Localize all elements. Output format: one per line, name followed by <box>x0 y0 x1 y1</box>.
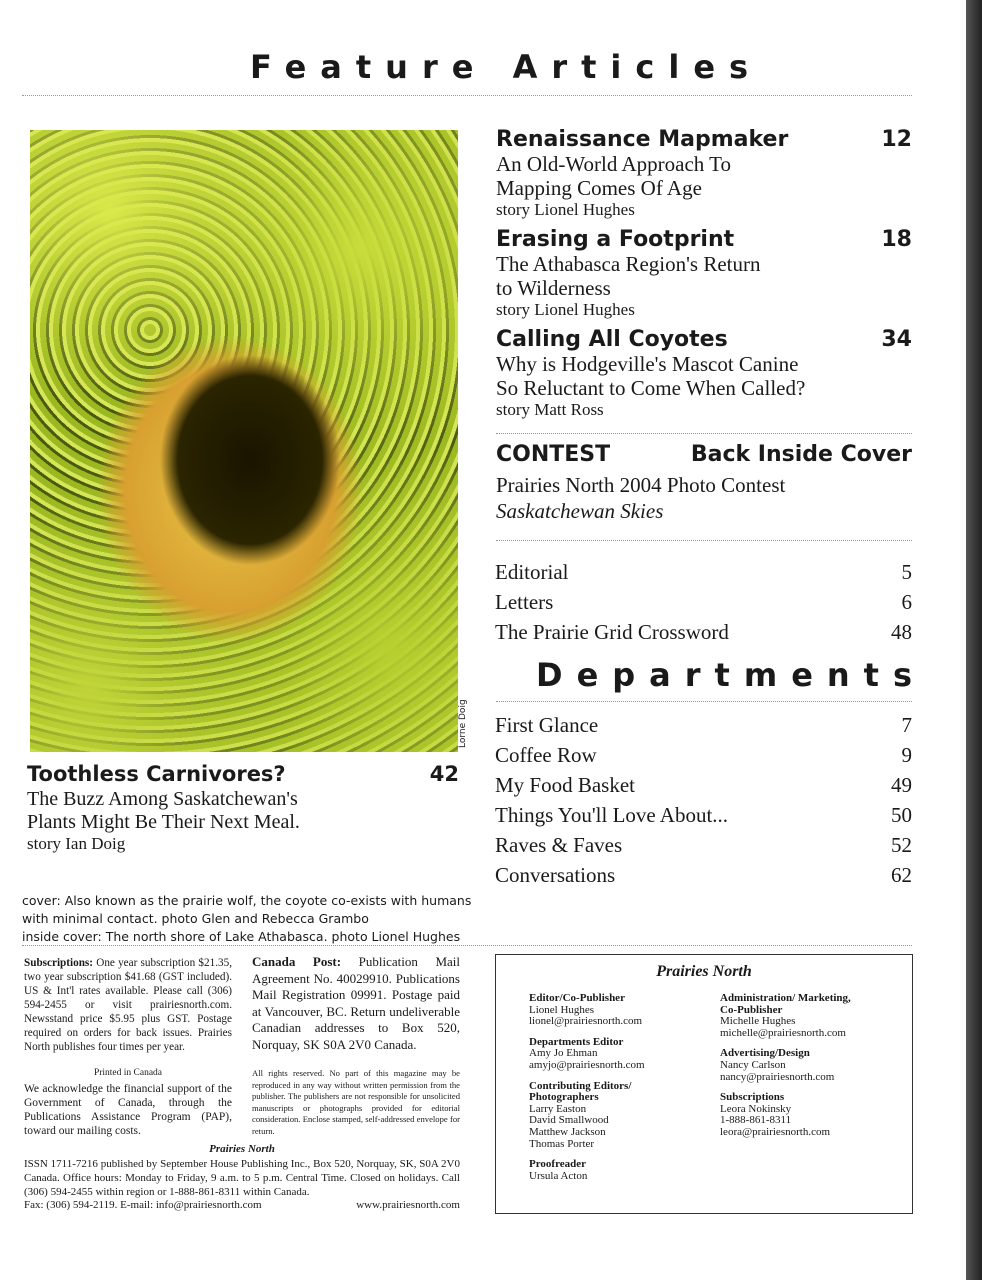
cover-story-photo <box>30 130 458 752</box>
cover-story[interactable] <box>27 762 459 854</box>
toc-row[interactable] <box>495 773 912 803</box>
article-subtitle: to Wilderness <box>496 276 611 300</box>
article-byline: story Lionel Hughes <box>496 300 635 319</box>
toc-page: 9 <box>901 743 912 767</box>
article-subtitle: So Reluctant to Come When Called? <box>496 376 806 400</box>
staff-name: Matthew Jackson <box>529 1125 606 1138</box>
role: Proofreader <box>529 1158 587 1171</box>
departments-list <box>495 713 912 893</box>
article-entry[interactable] <box>496 227 912 320</box>
article-headline: Calling All Coyotes <box>496 327 728 352</box>
staff-email[interactable]: nancy@prairiesnorth.com <box>720 1070 835 1083</box>
toc-page: 52 <box>891 833 912 857</box>
toc-label: Raves & Faves <box>495 833 623 857</box>
staff-phone: 1-888-861-8311 <box>720 1114 792 1127</box>
toc-row[interactable] <box>495 713 912 743</box>
story-page: 42 <box>429 762 459 786</box>
article-entry[interactable] <box>496 327 912 420</box>
story-byline: story Ian Doig <box>27 834 126 853</box>
acknowledgement: We acknowledge the financial support of the Government of Canada, through the Publications Assistance Program (PAP), toward our mailing costs. <box>24 1083 232 1137</box>
divider <box>22 95 912 96</box>
role: Subscriptions <box>720 1091 785 1104</box>
departments-title: Departments <box>536 656 927 694</box>
role: Advertising/Design <box>720 1047 810 1060</box>
toc-page: 5 <box>901 560 912 584</box>
article-page: 34 <box>881 327 912 352</box>
canada-post-label: Canada Post: <box>252 954 342 969</box>
issn-info: ISSN 1711-7216 published by September House Publishing Inc., Box 520, Norquay, SK, S0A 2V0 Canada. Office hours: Monday to Friday, 9 a.m. to 5 p.m. Central Time. Closed on holidays. Call (306) 594-2455 within region or 1-888-861-8311 within Canada. <box>24 1158 460 1198</box>
article-page: 12 <box>881 127 912 152</box>
photo-credit: Lorne Doig <box>458 699 468 748</box>
staff-name: Leora Nokinsky <box>720 1102 792 1115</box>
role: Administration/ Marketing, Co-Publisher <box>720 992 851 1016</box>
staff-email[interactable]: lionel@prairiesnorth.com <box>529 1015 643 1028</box>
article-headline: Erasing a Footprint <box>496 227 735 252</box>
role: Departments Editor <box>529 1035 624 1048</box>
divider <box>496 540 912 541</box>
cover-notes <box>22 892 471 946</box>
toc-label: Editorial <box>495 560 569 584</box>
website-link[interactable]: www.prairiesnorth.com <box>356 1199 460 1211</box>
article-entry[interactable] <box>496 127 912 220</box>
toc-label: Letters <box>495 590 554 614</box>
staff-name: Amy Jo Ehman <box>529 1047 598 1060</box>
masthead-box <box>495 954 913 1214</box>
contest-entry[interactable] <box>496 442 912 523</box>
toc-row[interactable] <box>495 833 912 863</box>
divider <box>496 701 912 702</box>
toc-label: Things You'll Love About... <box>495 803 729 827</box>
article-page: 18 <box>881 227 912 252</box>
toc-page: 49 <box>891 773 912 797</box>
contest-title: Prairies North 2004 Photo Contest <box>496 473 786 497</box>
staff-email[interactable]: leora@prairiesnorth.com <box>720 1125 831 1138</box>
toc-label: My Food Basket <box>495 773 636 797</box>
page-title: Feature Articles <box>250 48 763 86</box>
printed-in-canada: Printed in Canada <box>93 1068 163 1078</box>
staff-name: Larry Easton <box>529 1102 587 1115</box>
masthead-title: Prairies North <box>656 963 752 980</box>
rights-notice: All rights reserved. No part of this magazine may be reproduced in any way without written permission from the publisher. The publishers are not responsible for unsolicited manuscripts or photographs provided for editorial consideration. Enclose stamped, self-addressed envelope for return. <box>252 1068 460 1136</box>
toc-row[interactable] <box>495 560 912 590</box>
toc-row[interactable] <box>495 590 912 620</box>
masthead-left <box>529 993 709 1191</box>
fax-email: Fax: (306) 594-2119. E-mail: info@prairiesnorth.com <box>24 1199 262 1211</box>
staff-name: Ursula Acton <box>529 1169 588 1182</box>
staff-name: Nancy Carlson <box>720 1058 786 1071</box>
toc-row[interactable] <box>495 863 912 893</box>
toc-label: Conversations <box>495 863 616 887</box>
toc-page: 62 <box>891 863 912 887</box>
toc-page: 48 <box>891 620 912 644</box>
article-byline: story Lionel Hughes <box>496 200 635 219</box>
story-subtitle: The Buzz Among Saskatchewan's <box>27 788 298 810</box>
staff-email[interactable]: amyjo@prairiesnorth.com <box>529 1058 645 1071</box>
toc-row[interactable] <box>495 620 912 650</box>
canada-post-text: Publication Mail Agreement No. 40029910. Publications Mail Registration 09991. Postage paid at Vancouver, BC. Return undeliverable Canadian addresses to Box 520, Norquay, SK S0A 2V0 Canada. <box>252 954 460 1052</box>
toc-label: The Prairie Grid Crossword <box>495 620 729 644</box>
role: Contributing Editors/ Photographers <box>529 1079 632 1104</box>
cover-note: cover: Also known as the prairie wolf, the coyote co-exists with humans <box>22 893 472 908</box>
subscriptions-text: One year subscription $21.35, two year subscription $41.68 (GST included). US & Int'l rates available. Please call (306) 594-2455 or visit prairiesnorth.com. Newsstand price $5.95 plus GST. Postage required on orders for back issues. Prairies North publishes four times per year. <box>24 957 232 1053</box>
divider <box>496 433 912 434</box>
regulars-list <box>495 560 912 650</box>
subscriptions-label: Subscriptions: <box>24 957 94 969</box>
article-subtitle: Mapping Comes Of Age <box>496 176 702 200</box>
article-byline: story Matt Ross <box>496 400 604 419</box>
cover-note: with minimal contact. photo Glen and Rebecca Grambo <box>22 911 369 926</box>
masthead-right <box>720 993 870 1148</box>
article-subtitle: The Athabasca Region's Return <box>496 252 761 276</box>
toc-page: 50 <box>891 803 912 827</box>
story-headline: Toothless Carnivores? <box>27 762 286 786</box>
staff-name: David Smallwood <box>529 1114 609 1127</box>
publication-name: Prairies North <box>209 1143 275 1155</box>
contest-page: Back Inside Cover <box>690 442 912 467</box>
toc-row[interactable] <box>495 743 912 773</box>
contest-label: CONTEST <box>496 442 611 467</box>
toc-label: First Glance <box>495 713 599 737</box>
divider <box>22 945 912 946</box>
article-headline: Renaissance Mapmaker <box>496 127 789 152</box>
page-edge <box>966 0 982 1280</box>
article-subtitle: An Old-World Approach To <box>496 152 731 176</box>
staff-name: Thomas Porter <box>529 1137 595 1150</box>
toc-label: Coffee Row <box>495 743 597 767</box>
toc-row[interactable] <box>495 803 912 833</box>
toc-page: 6 <box>901 590 912 614</box>
staff-name: Lionel Hughes <box>529 1003 595 1016</box>
toc-page: 7 <box>901 713 912 737</box>
staff-name: Michelle Hughes <box>720 1015 796 1028</box>
contest-subtitle: Saskatchewan Skies <box>496 499 664 523</box>
cover-note: inside cover: The north shore of Lake Athabasca. photo Lionel Hughes <box>22 929 461 944</box>
story-subtitle: Plants Might Be Their Next Meal. <box>27 811 300 833</box>
role: Editor/Co-Publisher <box>529 992 625 1004</box>
article-subtitle: Why is Hodgeville's Mascot Canine <box>496 352 799 376</box>
staff-email[interactable]: michelle@prairiesnorth.com <box>720 1026 846 1039</box>
